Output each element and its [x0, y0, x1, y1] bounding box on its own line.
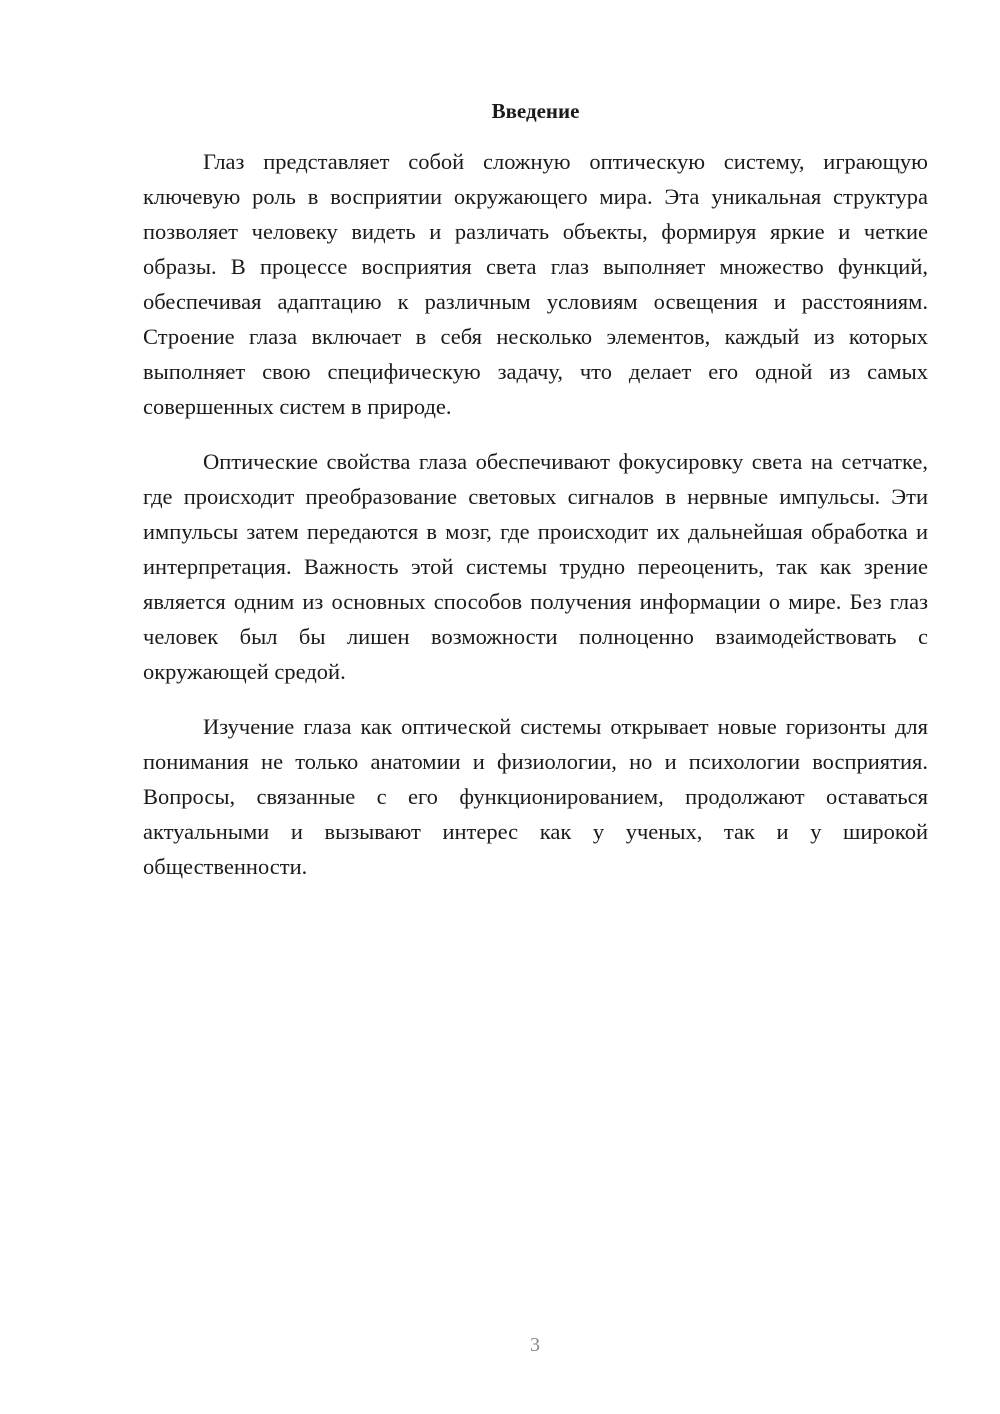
section-heading: Введение — [491, 99, 580, 123]
paragraph-3: Изучение глаза как оптической системы открывает новые горизонты для понимания не только анатомии и физиологии, но и психологии восприятия. Вопросы, связанные с его функционированием, продолжают оставаться актуальными и вызывают интерес как у ученых, так и у широкой общественности. — [143, 714, 928, 879]
paragraph-2: Оптические свойства глаза обеспечивают фокусировку света на сетчатке, где происходит преобразование световых сигналов в нервные импульсы. Эти импульсы затем передаются в мозг, где происходит их дальнейшая обработка и интерпретация. Важность этой системы трудно переоценить, так как зрение является одним из основных способов получения информации о мире. Без глаз человек был бы лишен возможности полноценно взаимодействовать с окружающей средой. — [143, 449, 928, 684]
paragraph-1: Глаз представляет собой сложную оптическую систему, играющую ключевую роль в восприятии окружающего мира. Эта уникальная структура позволяет человеку видеть и различать объекты, формируя яркие и четкие образы. В процессе восприятия света глаз выполняет множество функций, обеспечивая адаптацию к различным условиям освещения и расстояниям. Строение глаза включает в себя несколько элементов, каждый из которых выполняет свою специфическую задачу, что делает его одной из самых совершенных систем в природе. — [143, 149, 928, 419]
page-number: 3 — [530, 1334, 540, 1356]
body-text — [143, 144, 928, 904]
